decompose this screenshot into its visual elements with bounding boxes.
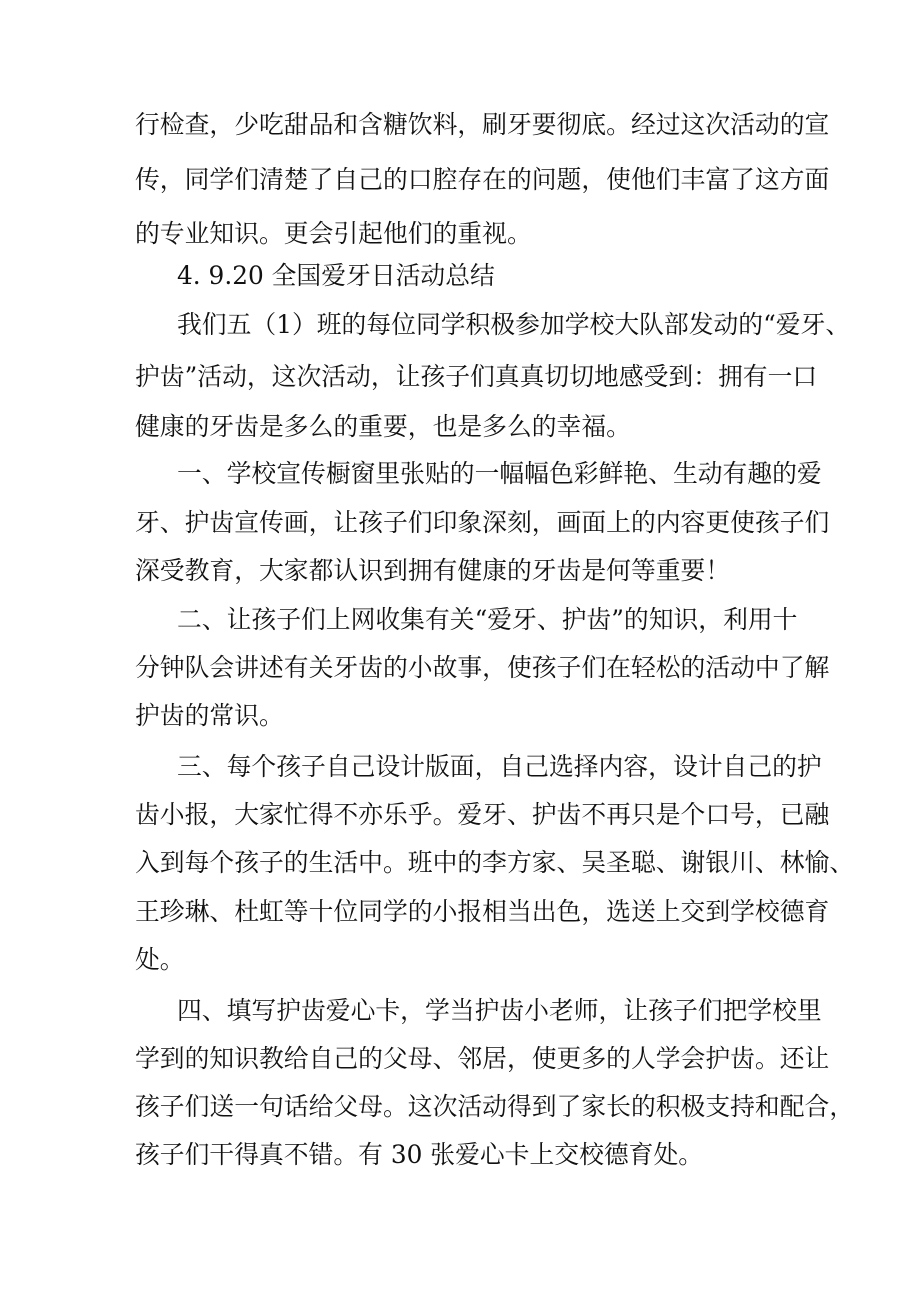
paragraph-line: 一、学校宣传橱窗里张贴的一幅幅色彩鲜艳、生动有趣的爱 [177, 459, 822, 488]
section-heading: 4. 9.20 全国爱牙日活动总结 [177, 261, 495, 290]
paragraph-line: 齿小报，大家忙得不亦乐乎。爱牙、护齿不再只是个口号，已融 [135, 800, 830, 829]
paragraph-line: 分钟队会讲述有关牙齿的小故事，使孩子们在轻松的活动中了解 [135, 653, 830, 682]
paragraph-line: 牙、护齿宣传画，让孩子们印象深刻，画面上的内容更使孩子们 [135, 508, 830, 537]
paragraph-line: 处。 [135, 945, 185, 974]
paragraph-line: 四、填写护齿爱心卡，学当护齿小老师，让孩子们把学校里 [177, 996, 822, 1025]
paragraph-line: 行检查，少吃甜品和含糖饮料，刷牙要彻底。经过这次活动的宣 [135, 110, 830, 139]
paragraph-line: 护齿的常识。 [135, 701, 284, 730]
paragraph-line: 我们五（1）班的每位同学积极参加学校大队部发动的“爱牙、 [177, 310, 851, 339]
paragraph-line: 入到每个孩子的生活中。班中的李方家、吴圣聪、谢银川、林愉、 [135, 848, 855, 877]
paragraph-line: 孩子们送一句话给父母。这次活动得到了家长的积极支持和配合， [135, 1092, 855, 1121]
paragraph-line: 健康的牙齿是多么的重要，也是多么的幸福。 [135, 412, 631, 441]
paragraph-line: 深受教育，大家都认识到拥有健康的牙齿是何等重要！ [135, 556, 731, 585]
paragraph-line: 孩子们干得真不错。有 30 张爱心卡上交校德育处。 [135, 1140, 704, 1169]
paragraph-line: 王珍琳、杜虹等十位同学的小报相当出色，选送上交到学校德育 [135, 897, 830, 926]
paragraph-line: 学到的知识教给自己的父母、邻居，使更多的人学会护齿。还让 [135, 1044, 830, 1073]
paragraph-line: 护齿”活动，这次活动，让孩子们真真切切地感受到：拥有一口 [135, 362, 818, 391]
paragraph-line: 传，同学们清楚了自己的口腔存在的问题，使他们丰富了这方面 [135, 165, 830, 194]
paragraph-line: 二、让孩子们上网收集有关“爱牙、护齿”的知识，利用十 [177, 605, 798, 634]
paragraph-line: 三、每个孩子自己设计版面，自己选择内容，设计自己的护 [177, 752, 822, 781]
paragraph-line: 的专业知识。更会引起他们的重视。 [135, 219, 532, 248]
